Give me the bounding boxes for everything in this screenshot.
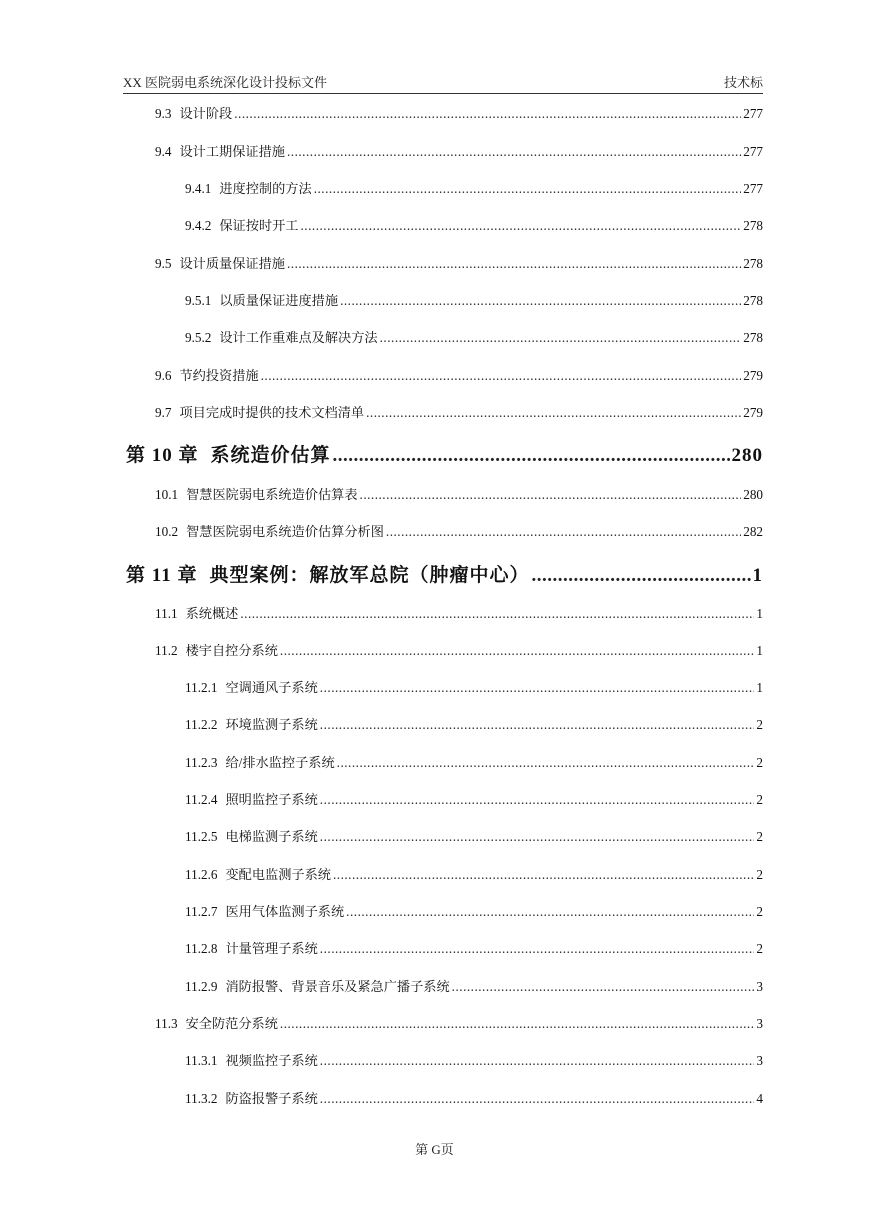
toc-entry-number: 9.4.2 bbox=[185, 218, 212, 233]
toc-entry-page: 3 bbox=[756, 1016, 763, 1031]
toc-entry[interactable] bbox=[155, 521, 763, 540]
toc-dot-leader bbox=[337, 755, 755, 771]
toc-entry-title: 系统造价估算 bbox=[210, 445, 331, 466]
toc-entry-page: 279 bbox=[743, 405, 763, 420]
toc-entry[interactable] bbox=[185, 901, 763, 920]
toc-entry[interactable] bbox=[185, 938, 763, 957]
toc-entry-page: 1 bbox=[756, 606, 763, 621]
toc-entry-title: 项目完成时提供的技术文档清单 bbox=[179, 405, 365, 420]
toc-entry[interactable] bbox=[185, 714, 763, 733]
page-number: 第 G页 bbox=[415, 1142, 454, 1157]
toc-entry-page: 3 bbox=[756, 979, 763, 994]
toc-entry[interactable] bbox=[155, 365, 763, 384]
toc-entry-page: 2 bbox=[756, 717, 763, 732]
toc-entry-page: 280 bbox=[743, 487, 763, 502]
toc-entry-number: 9.6 bbox=[155, 368, 172, 383]
toc-dot-leader bbox=[320, 1053, 755, 1069]
toc-dot-leader bbox=[452, 979, 755, 995]
toc-entry-page: 2 bbox=[756, 941, 763, 956]
toc-entry[interactable] bbox=[185, 327, 763, 346]
toc-dot-leader bbox=[320, 792, 755, 808]
toc-dot-leader bbox=[320, 717, 755, 733]
toc-entry-number: 11.3.2 bbox=[185, 1091, 218, 1106]
toc-dot-leader bbox=[366, 405, 741, 421]
toc-entry[interactable] bbox=[185, 826, 763, 845]
toc-entry-title: 楼宇自控分系统 bbox=[185, 643, 278, 658]
toc-entry-title: 计量管理子系统 bbox=[225, 941, 318, 956]
toc-dot-leader bbox=[280, 643, 755, 659]
toc-dot-leader bbox=[386, 524, 741, 540]
toc-entry-page: 1 bbox=[756, 680, 763, 695]
toc-entry-title: 防盗报警子系统 bbox=[225, 1091, 318, 1106]
toc-entry[interactable] bbox=[185, 864, 763, 883]
toc-entry-page: 278 bbox=[743, 293, 763, 308]
toc-entry-title: 智慧医院弱电系统造价估算分析图 bbox=[186, 524, 384, 539]
toc-dot-leader bbox=[301, 218, 742, 234]
toc-dot-leader bbox=[333, 445, 730, 467]
toc-entry-number: 9.3 bbox=[155, 106, 172, 121]
toc-entry[interactable] bbox=[185, 178, 763, 197]
document-header-tag: 技术标 bbox=[723, 75, 763, 90]
toc-entry-page: 2 bbox=[756, 829, 763, 844]
toc-entry-page: 280 bbox=[731, 445, 763, 466]
toc-entry-number: 9.5.2 bbox=[185, 330, 212, 345]
toc-entry-number: 第 10 章 bbox=[126, 445, 199, 466]
toc-entry-page: 2 bbox=[756, 792, 763, 807]
toc-entry-title: 电梯监测子系统 bbox=[225, 829, 318, 844]
toc-entry-page: 2 bbox=[756, 755, 763, 770]
toc-dot-leader bbox=[360, 487, 742, 503]
toc-chapter-entry[interactable] bbox=[126, 440, 763, 467]
toc-dot-leader bbox=[531, 565, 750, 587]
toc-entry-number: 9.5 bbox=[155, 256, 172, 271]
toc-dot-leader bbox=[346, 904, 754, 920]
toc-dot-leader bbox=[234, 106, 741, 122]
toc-entry-title: 空调通风子系统 bbox=[225, 680, 318, 695]
toc-entry-number: 11.3.1 bbox=[185, 1053, 218, 1068]
toc-entry-number: 9.4 bbox=[155, 144, 172, 159]
header-divider bbox=[123, 93, 763, 94]
toc-entry[interactable] bbox=[155, 141, 763, 160]
toc-entry-number: 11.2 bbox=[155, 643, 178, 658]
document-header-title: XX 医院弱电系统深化设计投标文件 bbox=[123, 75, 328, 90]
toc-entry[interactable] bbox=[155, 103, 763, 122]
toc-entry[interactable] bbox=[185, 1050, 763, 1069]
toc-entry-title: 节约投资措施 bbox=[179, 368, 259, 383]
toc-entry-number: 10.2 bbox=[155, 524, 179, 539]
toc-dot-leader bbox=[320, 680, 755, 696]
toc-entry-title: 设计工作重难点及解决方法 bbox=[219, 330, 378, 345]
toc-entry-title: 医用气体监测子系统 bbox=[225, 904, 345, 919]
toc-entry-number: 11.2.9 bbox=[185, 979, 218, 994]
toc-entry-page: 278 bbox=[743, 330, 763, 345]
toc-entry[interactable] bbox=[155, 603, 763, 622]
toc-dot-leader bbox=[287, 256, 741, 272]
toc-entry-title: 智慧医院弱电系统造价估算表 bbox=[186, 487, 358, 502]
toc-entry-number: 11.2.6 bbox=[185, 867, 218, 882]
toc-entry-title: 以质量保证进度措施 bbox=[219, 293, 339, 308]
toc-entry-number: 11.2.7 bbox=[185, 904, 218, 919]
toc-entry-title: 给/排水监控子系统 bbox=[225, 755, 335, 770]
toc-entry-number: 11.2.2 bbox=[185, 717, 218, 732]
toc-chapter-entry[interactable] bbox=[126, 560, 763, 587]
toc-dot-leader bbox=[340, 293, 741, 309]
toc-entry-number: 11.2.8 bbox=[185, 941, 218, 956]
toc-entry-number: 11.2.4 bbox=[185, 792, 218, 807]
toc-entry-title: 变配电监测子系统 bbox=[225, 867, 331, 882]
toc-entry-page: 279 bbox=[743, 368, 763, 383]
toc-entry-number: 9.5.1 bbox=[185, 293, 212, 308]
toc-entry-title: 设计工期保证措施 bbox=[179, 144, 285, 159]
toc-entry-page: 1 bbox=[756, 643, 763, 658]
toc-entry[interactable] bbox=[155, 1013, 763, 1032]
toc-entry-title: 照明监控子系统 bbox=[225, 792, 318, 807]
toc-entry[interactable] bbox=[155, 640, 763, 659]
toc-entry-page: 4 bbox=[756, 1091, 763, 1106]
toc-entry-number: 9.4.1 bbox=[185, 181, 212, 196]
toc-entry-number: 11.3 bbox=[155, 1016, 178, 1031]
toc-entry-number: 11.2.1 bbox=[185, 680, 218, 695]
toc-entry-page: 282 bbox=[743, 524, 763, 539]
toc-entry-title: 设计质量保证措施 bbox=[179, 256, 285, 271]
toc-entry-title: 典型案例：解放军总院（肿瘤中心） bbox=[209, 565, 530, 586]
toc-entry[interactable] bbox=[185, 677, 763, 696]
toc-entry-title: 视频监控子系统 bbox=[225, 1053, 318, 1068]
toc-dot-leader bbox=[320, 941, 755, 957]
toc-entry-page: 277 bbox=[743, 181, 763, 196]
toc-dot-leader bbox=[320, 1091, 755, 1107]
toc-dot-leader bbox=[280, 1016, 755, 1032]
toc-entry[interactable] bbox=[185, 1088, 763, 1107]
toc-entry[interactable] bbox=[155, 484, 763, 503]
toc-entry-title: 消防报警、背景音乐及紧急广播子系统 bbox=[225, 979, 450, 994]
toc-entry[interactable] bbox=[185, 789, 763, 808]
toc-dot-leader bbox=[261, 368, 742, 384]
toc-dot-leader bbox=[333, 867, 754, 883]
toc-entry-title: 设计阶段 bbox=[179, 106, 233, 121]
toc-entry-page: 278 bbox=[743, 218, 763, 233]
toc-entry-page: 277 bbox=[743, 144, 763, 159]
toc-entry-number: 10.1 bbox=[155, 487, 179, 502]
toc-entry-title: 保证按时开工 bbox=[219, 218, 299, 233]
toc-entry-number: 11.1 bbox=[155, 606, 178, 621]
toc-entry-page: 2 bbox=[756, 867, 763, 882]
toc-entry[interactable] bbox=[155, 253, 763, 272]
toc-entry-number: 11.2.3 bbox=[185, 755, 218, 770]
toc-entry[interactable] bbox=[185, 215, 763, 234]
toc-entry-page: 277 bbox=[743, 106, 763, 121]
toc-dot-leader bbox=[380, 330, 742, 346]
toc-entry-page: 278 bbox=[743, 256, 763, 271]
toc-entry-number: 9.7 bbox=[155, 405, 172, 420]
toc-entry-page: 1 bbox=[752, 565, 763, 586]
toc-dot-leader bbox=[320, 829, 755, 845]
toc-entry-title: 安全防范分系统 bbox=[185, 1016, 278, 1031]
toc-dot-leader bbox=[314, 181, 742, 197]
toc-entry[interactable] bbox=[185, 290, 763, 309]
toc-entry-title: 系统概述 bbox=[185, 606, 239, 621]
toc-entry-number: 11.2.5 bbox=[185, 829, 218, 844]
toc-dot-leader bbox=[287, 144, 741, 160]
toc-entry[interactable] bbox=[185, 976, 763, 995]
toc-entry[interactable] bbox=[155, 402, 763, 421]
toc-dot-leader bbox=[240, 606, 754, 622]
toc-entry[interactable] bbox=[185, 752, 763, 771]
toc-entry-page: 3 bbox=[756, 1053, 763, 1068]
toc-entry-title: 进度控制的方法 bbox=[219, 181, 312, 196]
toc-entry-number: 第 11 章 bbox=[126, 565, 198, 586]
toc-entry-page: 2 bbox=[756, 904, 763, 919]
toc-entry-title: 环境监测子系统 bbox=[225, 717, 318, 732]
